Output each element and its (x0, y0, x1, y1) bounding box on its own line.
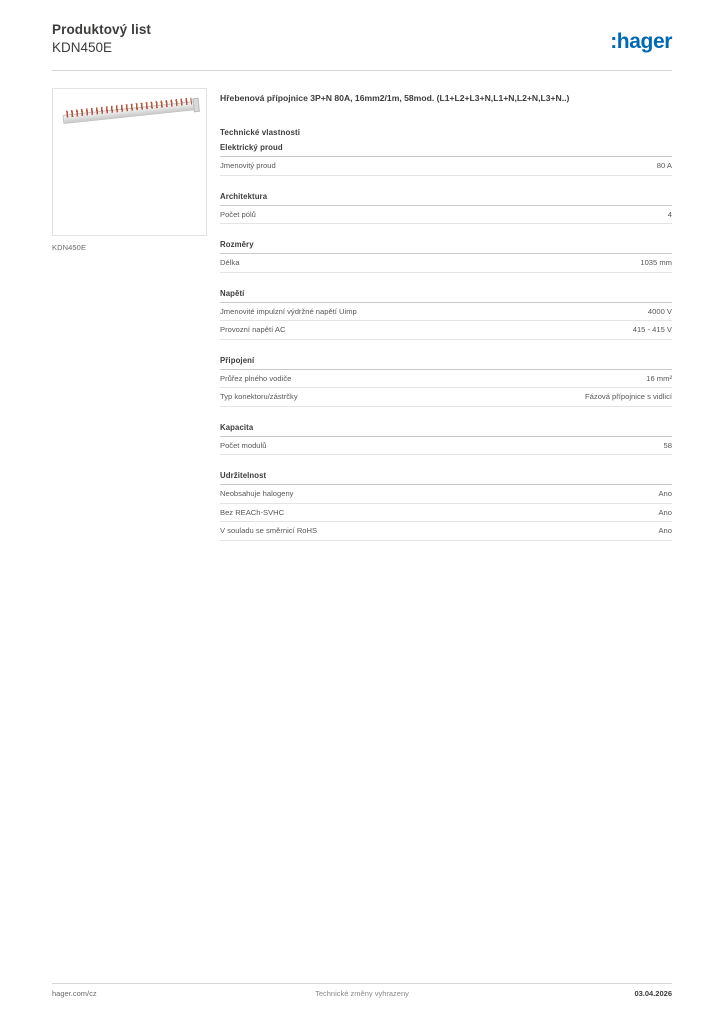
spec-value: 4000 V (647, 306, 672, 316)
spec-group-title: Rozměry (220, 240, 672, 254)
spec-group (220, 356, 672, 407)
spec-row (220, 388, 672, 407)
spec-value: 16 mm² (646, 373, 672, 383)
spec-label: Průřez plného vodiče (220, 373, 292, 383)
section-title: Technické vlastnosti (220, 128, 301, 137)
product-title: Hřebenová přípojnice 3P+N 80A, 16mm2/1m, 58mod. (L1+L2+L3+N,L1+N,L2+N,L3+N..) (220, 93, 570, 103)
spec-row (220, 303, 672, 322)
spec-label: Počet pólů (220, 209, 256, 219)
footer-date: 03.04.2026 (634, 989, 672, 998)
spec-group (220, 143, 672, 176)
spec-value: Ano (658, 507, 672, 517)
spec-label: Jmenovitý proud (220, 161, 276, 170)
spec-group (220, 240, 672, 273)
spec-group (220, 289, 672, 340)
page-header (52, 22, 672, 68)
document-kind: Produktový list (52, 22, 152, 37)
spec-row (220, 504, 672, 523)
spec-row (220, 437, 672, 456)
footer-note: Technické změny vyhrazeny (315, 989, 409, 998)
spec-groups (220, 143, 672, 541)
spec-label: Délka (220, 258, 240, 267)
busbar-icon (62, 95, 198, 131)
spec-value: 80 A (656, 161, 672, 170)
footer-website-link[interactable]: hager.com/cz (52, 989, 97, 998)
hager-logo: :hager (610, 30, 672, 53)
spec-group-title: Kapacita (220, 423, 672, 437)
specifications (220, 92, 672, 557)
spec-label: V souladu se směrnicí RoHS (220, 526, 318, 535)
spec-value: Ano (658, 526, 672, 535)
busbar-end-cap (192, 98, 199, 113)
spec-group (220, 192, 672, 225)
spec-label: Typ konektoru/zástrčky (220, 392, 298, 401)
spec-label: Počet modulů (220, 440, 267, 450)
header-divider (52, 70, 672, 71)
spec-group-title: Elektrický proud (220, 143, 672, 157)
spec-label: Neobsahuje halogeny (220, 489, 294, 498)
spec-label: Bez REACh-SVHC (220, 507, 285, 517)
spec-value: 4 (667, 209, 672, 219)
spec-label: Provozní napětí AC (220, 325, 286, 334)
spec-row (220, 321, 672, 340)
spec-row (220, 370, 672, 389)
spec-row (220, 206, 672, 225)
spec-row (220, 522, 672, 541)
footer-divider (52, 983, 672, 984)
product-image (52, 88, 207, 236)
spec-row (220, 485, 672, 504)
figure-caption: KDN450E (52, 243, 87, 252)
spec-group-title: Udržitelnost (220, 471, 672, 485)
spec-value: 1035 mm (640, 258, 672, 267)
spec-value: Fázová přípojnice s vidlicí (585, 392, 672, 401)
spec-value: 58 (663, 440, 672, 450)
product-reference: KDN450E (52, 40, 113, 55)
spec-group-title: Připojení (220, 356, 672, 370)
spec-group (220, 423, 672, 456)
product-figure (52, 88, 207, 252)
spec-row (220, 157, 672, 176)
spec-group (220, 471, 672, 541)
spec-label: Jmenovité impulzní výdržné napětí Uimp (220, 306, 357, 316)
spec-value: Ano (658, 489, 672, 498)
spec-value: 415 - 415 V (632, 325, 672, 334)
page-footer (52, 989, 672, 1003)
spec-row (220, 254, 672, 273)
spec-group-title: Napětí (220, 289, 672, 303)
spec-group-title: Architektura (220, 192, 672, 206)
